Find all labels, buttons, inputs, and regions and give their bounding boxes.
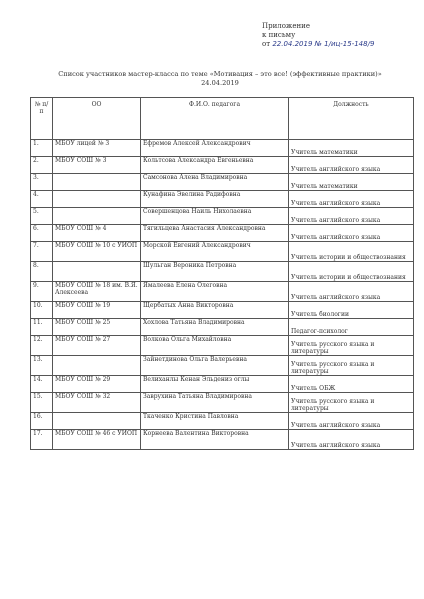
cell-position: Учитель английского языка [289, 208, 414, 225]
cell-position: Педагог-психолог [289, 319, 414, 336]
cell-number: 2. [31, 157, 53, 174]
cell-number: 9. [31, 282, 53, 302]
title-line1: Список участников мастер-класса по теме «Мотивация – это все! (эффективные практики)» [58, 70, 382, 78]
cell-org: МБОУ СОШ № 29 [53, 376, 141, 393]
cell-org: МБОУ СОШ № 18 им. В.Я. Алексеева [53, 282, 141, 302]
cell-name: Волкова Ольга Михайловна [141, 336, 289, 356]
cell-name: Совершенцова Наиль Нихолаевна [141, 208, 289, 225]
table-row [31, 140, 414, 157]
table-row [31, 242, 414, 262]
cell-position: Учитель русского языка и литературы [289, 336, 414, 356]
cell-org: МБОУ СОШ № 32 [53, 393, 141, 413]
cell-org: МБОУ СОШ № 46 с УИОП [53, 430, 141, 450]
cell-position: Учитель математики [289, 174, 414, 191]
cell-position: Учитель английского языка [289, 157, 414, 174]
table-row [31, 262, 414, 282]
cell-name: Ткаченко Кристина Павловна [141, 413, 289, 430]
cell-number: 7. [31, 242, 53, 262]
cell-name: Морской Евгений Александрович [141, 242, 289, 262]
cell-position: Учитель английского языка [289, 430, 414, 450]
cell-position: Учитель математики [289, 140, 414, 157]
cell-org [53, 174, 141, 191]
table-row [31, 208, 414, 225]
cell-number: 14. [31, 376, 53, 393]
cell-number: 5. [31, 208, 53, 225]
table-row [31, 413, 414, 430]
cell-org [53, 356, 141, 376]
cell-name: Зайнетдинова Ольга Валерьевна [141, 356, 289, 376]
document-title [20, 70, 420, 88]
cell-position: Учитель английского языка [289, 413, 414, 430]
cell-position: Учитель русского языка и литературы [289, 356, 414, 376]
appendix-date-prefix: от [262, 40, 271, 48]
cell-position: Учитель истории и обществознания [289, 262, 414, 282]
cell-org: МБОУ СОШ № 19 [53, 302, 141, 319]
cell-name: Хохлова Татьяна Владимировна [141, 319, 289, 336]
cell-number: 17. [31, 430, 53, 450]
cell-org [53, 413, 141, 430]
col-org: ОО [53, 98, 141, 140]
cell-number: 16. [31, 413, 53, 430]
table-row [31, 225, 414, 242]
table-row [31, 356, 414, 376]
table-row [31, 191, 414, 208]
col-position: Должность [289, 98, 414, 140]
participants-table [30, 97, 414, 450]
cell-name: Самсонова Алена Владимировна [141, 174, 289, 191]
cell-number: 6. [31, 225, 53, 242]
cell-org: МБОУ лицей № 3 [53, 140, 141, 157]
cell-org: МБОУ СОШ № 3 [53, 157, 141, 174]
cell-position: Учитель биологии [289, 302, 414, 319]
cell-number: 8. [31, 262, 53, 282]
appendix-line3 [262, 40, 374, 49]
cell-name: Ефремов Алексей Александрович [141, 140, 289, 157]
cell-position: Учитель ОБЖ [289, 376, 414, 393]
table-row [31, 174, 414, 191]
cell-name: Тягильцева Анастасия Александровна [141, 225, 289, 242]
handwritten-letter-number: 22.04.2019 № 1/иц-15-148/9 [272, 40, 375, 48]
cell-position: Учитель английского языка [289, 225, 414, 242]
cell-position: Учитель истории и обществознания [289, 242, 414, 262]
cell-number: 15. [31, 393, 53, 413]
cell-org: МБОУ СОШ № 4 [53, 225, 141, 242]
cell-number: 3. [31, 174, 53, 191]
cell-org [53, 262, 141, 282]
cell-name: Корнеева Валентина Викторовна [141, 430, 289, 450]
cell-name: Кунафина Эвелина Радифовна [141, 191, 289, 208]
cell-name: Кольтсова Александра Евгеньевна [141, 157, 289, 174]
table-row [31, 430, 414, 450]
cell-name: Шульган Вероника Петровна [141, 262, 289, 282]
cell-org [53, 191, 141, 208]
table-row [31, 282, 414, 302]
cell-number: 4. [31, 191, 53, 208]
cell-org [53, 208, 141, 225]
table-row [31, 336, 414, 356]
cell-name: Заврухина Татьяна Владимировна [141, 393, 289, 413]
table-row [31, 376, 414, 393]
cell-org: МБОУ СОШ № 27 [53, 336, 141, 356]
title-date: 24.04.2019 [201, 79, 239, 87]
cell-name: Велиханлы Кенан Эльдениз оглы [141, 376, 289, 393]
cell-org: МБОУ СОШ № 25 [53, 319, 141, 336]
col-name: Ф.И.О. педагога [141, 98, 289, 140]
cell-position: Учитель английского языка [289, 282, 414, 302]
appendix-line2: к письму [262, 31, 296, 39]
cell-position: Учитель английского языка [289, 191, 414, 208]
table-row [31, 393, 414, 413]
table-row [31, 302, 414, 319]
cell-name: Ямалеева Елена Олеговна [141, 282, 289, 302]
cell-org: МБОУ СОШ № 10 с УИОП [53, 242, 141, 262]
cell-number: 10. [31, 302, 53, 319]
cell-number: 12. [31, 336, 53, 356]
appendix-header [262, 22, 374, 49]
cell-number: 11. [31, 319, 53, 336]
cell-number: 13. [31, 356, 53, 376]
table-row [31, 319, 414, 336]
table-header-row [31, 98, 414, 140]
cell-number: 1. [31, 140, 53, 157]
table-row [31, 157, 414, 174]
appendix-line1: Приложение [262, 22, 310, 30]
cell-name: Щербатых Анна Викторовна [141, 302, 289, 319]
cell-position: Учитель русского языка и литературы [289, 393, 414, 413]
col-number: № п/п [31, 98, 53, 140]
